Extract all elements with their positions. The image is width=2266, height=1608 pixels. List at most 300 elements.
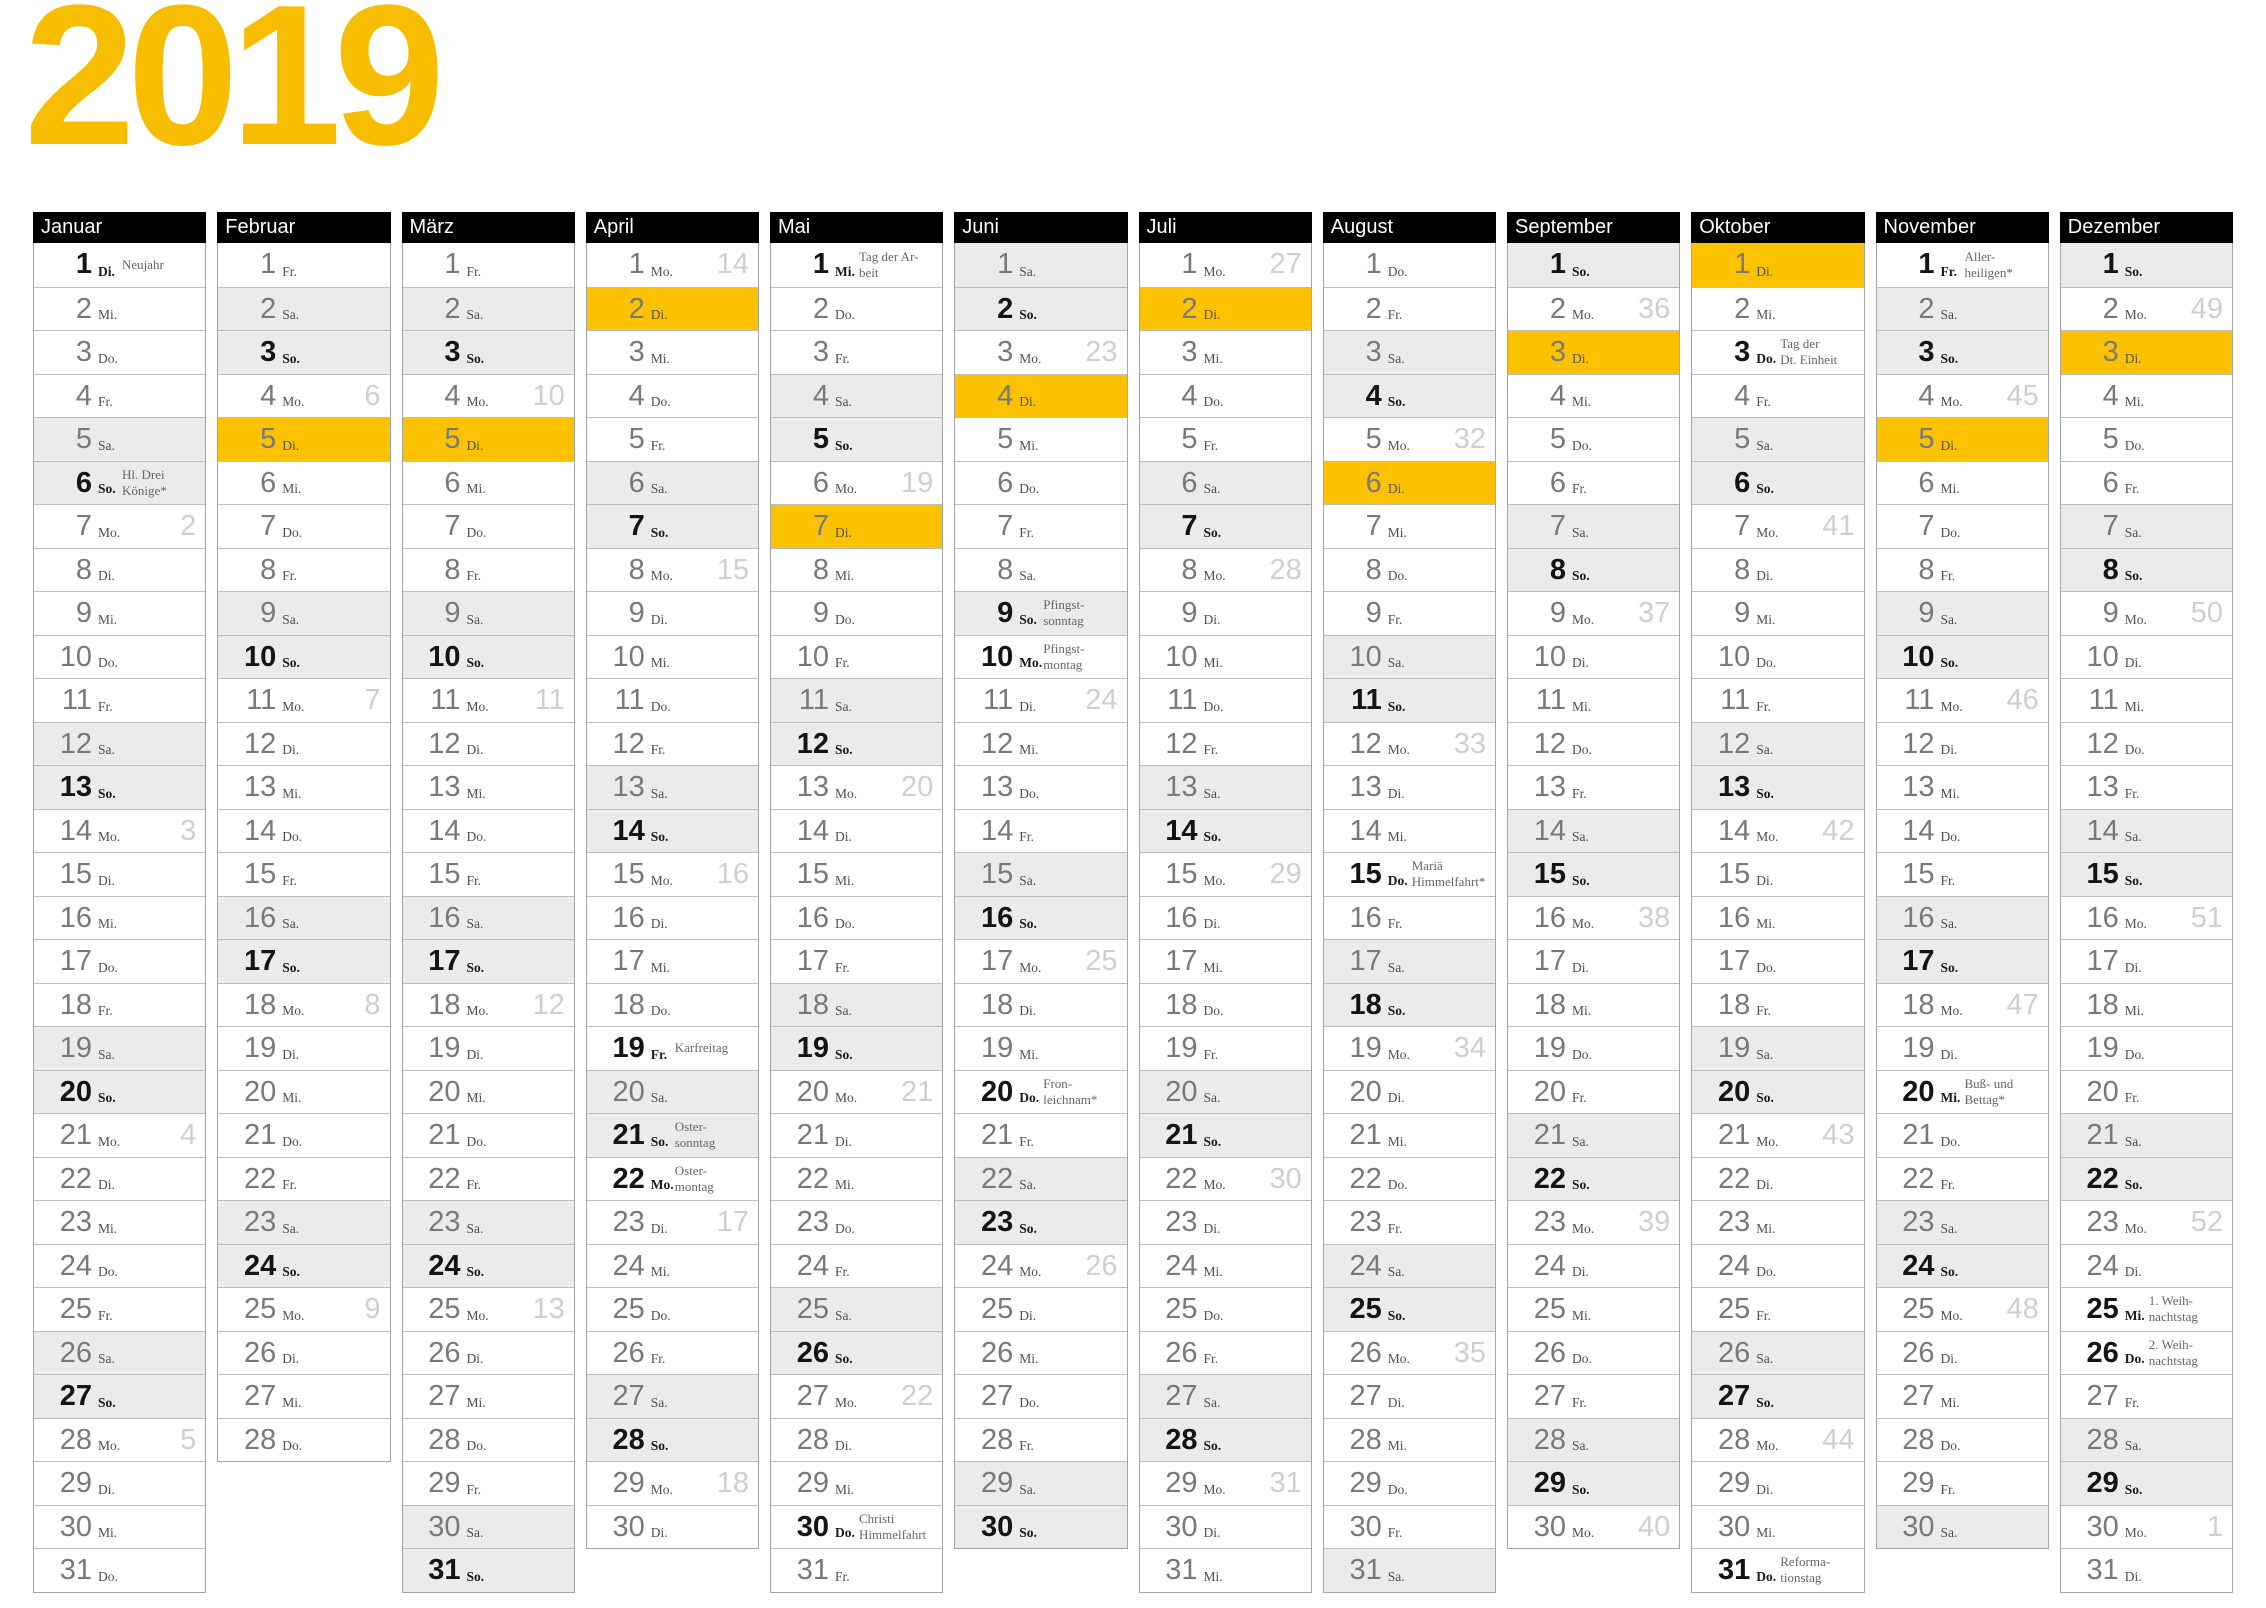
day-number: 1 [628, 248, 645, 280]
day-number: 8 [444, 553, 461, 586]
day-cell [587, 461, 758, 505]
day-number: 1 [260, 248, 277, 280]
weekday-abbrev: Sa. [1387, 655, 1405, 670]
weekday-abbrev: So. [1019, 307, 1037, 322]
day-cell [403, 852, 574, 896]
day-number: 4 [1181, 379, 1198, 412]
day-cell [34, 1113, 205, 1157]
day-number: 8 [1181, 553, 1198, 586]
weekday-abbrev: So. [650, 1133, 669, 1149]
day-cell [771, 722, 942, 766]
day-number: 27 [2086, 1380, 2119, 1412]
weekday-abbrev: Mi. [650, 959, 670, 975]
month-days [1139, 243, 1312, 1593]
weekday-abbrev: So. [2124, 872, 2143, 888]
weekday-abbrev: Sa. [1203, 1090, 1221, 1105]
day-number: 8 [997, 553, 1014, 586]
weekday-abbrev: Di. [835, 524, 852, 540]
day-cell [2061, 722, 2232, 766]
day-number: 17 [2086, 945, 2119, 977]
day-cell [34, 548, 205, 592]
day-cell [2061, 417, 2232, 461]
weekday-abbrev: Mo. [650, 568, 673, 583]
day-number: 5 [1734, 423, 1751, 455]
month-header: Juni [954, 212, 1127, 243]
day-number: 17 [980, 945, 1014, 977]
day-cell [1324, 1287, 1495, 1331]
day-number: 7 [1365, 510, 1382, 542]
day-number: 14 [796, 814, 829, 847]
weekday-abbrev: Mo. [1756, 1438, 1779, 1453]
day-cell [218, 330, 389, 374]
weekday-abbrev: Sa. [650, 785, 668, 801]
day-number: 27 [428, 1380, 461, 1412]
day-number: 30 [59, 1510, 92, 1543]
day-number: 23 [243, 1206, 277, 1238]
day-number: 10 [59, 640, 92, 673]
day-number: 25 [1902, 1293, 1935, 1325]
day-number: 20 [59, 1075, 92, 1108]
day-number: 15 [243, 858, 277, 890]
day-cell [1508, 722, 1679, 766]
day-cell [587, 1070, 758, 1114]
day-number: 18 [1165, 988, 1198, 1021]
weekday-abbrev: Sa. [2124, 1133, 2142, 1149]
month-header: Februar [217, 212, 390, 243]
weekday-abbrev: Di. [1203, 1220, 1221, 1236]
weekday-abbrev: Do. [1940, 829, 1961, 844]
weekday-abbrev: Di. [1940, 1046, 1958, 1062]
day-number: 25 [2086, 1293, 2119, 1325]
weekday-abbrev: Mi. [1756, 1525, 1776, 1540]
day-cell [587, 1505, 758, 1549]
day-cell [1140, 635, 1311, 679]
day-number: 25 [1349, 1293, 1382, 1325]
day-number: 9 [812, 597, 829, 629]
day-cell [1692, 896, 1863, 940]
month-column [1139, 212, 1312, 1593]
day-cell [1877, 765, 2048, 809]
day-number: 31 [1165, 1554, 1198, 1586]
weekday-abbrev: Do. [650, 394, 671, 409]
weekday-abbrev: Do. [835, 611, 855, 627]
weekday-abbrev: Mo. [1019, 655, 1043, 670]
weekday-abbrev: Mo. [1019, 350, 1042, 366]
weekday-abbrev: Do. [466, 524, 487, 540]
day-number: 31 [59, 1554, 92, 1586]
day-cell [771, 417, 942, 461]
day-cell [1692, 417, 1863, 461]
weekday-abbrev: Mo. [98, 1133, 121, 1149]
weekday-abbrev: Fr. [1756, 1003, 1771, 1018]
day-cell [1508, 635, 1679, 679]
day-cell [34, 809, 205, 853]
weekday-abbrev: Do. [1019, 1090, 1040, 1105]
week-number: 28 [1269, 553, 1302, 586]
day-cell [1140, 591, 1311, 635]
week-number: 33 [1453, 727, 1486, 760]
day-cell [955, 1026, 1126, 1070]
month-header: Oktober [1691, 212, 1864, 243]
day-cell [1877, 1070, 2048, 1114]
weekday-abbrev: Do. [98, 655, 118, 670]
day-number: 20 [1349, 1075, 1382, 1108]
day-number: 27 [1349, 1380, 1382, 1412]
weekday-abbrev: Do. [1756, 1264, 1777, 1279]
day-cell [403, 1418, 574, 1462]
day-cell [1692, 1200, 1863, 1244]
weekday-abbrev: So. [1019, 1220, 1037, 1236]
day-number: 6 [444, 466, 461, 499]
day-number: 9 [1549, 597, 1566, 629]
weekday-abbrev: Sa. [1203, 1394, 1221, 1410]
calendar-grid [33, 212, 2233, 1593]
weekday-abbrev: Sa. [1940, 1525, 1958, 1540]
day-number: 13 [1349, 771, 1382, 803]
week-number: 20 [900, 771, 934, 803]
day-cell [1508, 287, 1679, 331]
weekday-abbrev: Sa. [1387, 350, 1405, 366]
day-cell [587, 1374, 758, 1418]
month-column [1323, 212, 1496, 1593]
weekday-abbrev: So. [1940, 1264, 1959, 1279]
day-number: 9 [260, 597, 277, 629]
weekday-abbrev: So. [1019, 1525, 1037, 1540]
day-cell [1140, 765, 1311, 809]
week-number: 19 [900, 466, 934, 499]
week-number: 43 [1822, 1119, 1855, 1151]
day-number: 4 [2102, 379, 2119, 412]
day-number: 5 [75, 423, 92, 455]
weekday-abbrev: Do. [1387, 568, 1408, 583]
weekday-abbrev: Fr. [466, 263, 482, 279]
day-number: 11 [430, 684, 461, 716]
day-cell [34, 330, 205, 374]
weekday-abbrev: Di. [1756, 263, 1774, 279]
day-cell [34, 591, 205, 635]
day-number: 4 [812, 379, 829, 412]
day-cell [587, 548, 758, 592]
day-number: 2 [997, 292, 1014, 325]
week-number: 13 [532, 1293, 565, 1325]
day-cell [1508, 1461, 1679, 1505]
day-number: 17 [1717, 945, 1751, 977]
weekday-abbrev: So. [2124, 568, 2143, 583]
weekday-abbrev: Mi. [1203, 655, 1223, 670]
weekday-abbrev: Mi. [2124, 394, 2144, 409]
day-cell [1508, 1418, 1679, 1462]
weekday-abbrev: Sa. [1756, 1046, 1774, 1062]
weekday-abbrev: Di. [650, 1525, 668, 1540]
weekday-abbrev: So. [466, 655, 485, 670]
weekday-abbrev: Fr. [1387, 916, 1403, 931]
day-number: 13 [1902, 771, 1935, 803]
day-number: 4 [628, 379, 645, 412]
weekday-abbrev: Do. [1019, 1394, 1040, 1410]
day-number: 24 [243, 1249, 277, 1282]
day-cell [1877, 1461, 2048, 1505]
day-number: 14 [1165, 814, 1198, 847]
day-number: 21 [980, 1119, 1014, 1151]
day-number: 2 [444, 292, 461, 325]
day-cell [771, 1113, 942, 1157]
weekday-abbrev: Do. [1387, 1177, 1408, 1192]
day-cell [1692, 504, 1863, 548]
day-cell [955, 722, 1126, 766]
week-number: 22 [900, 1380, 934, 1412]
day-cell [771, 635, 942, 679]
day-cell [587, 1331, 758, 1375]
day-cell [2061, 1200, 2232, 1244]
weekday-abbrev: Di. [466, 1351, 484, 1366]
day-cell [1877, 287, 2048, 331]
weekday-abbrev: Do. [98, 1264, 118, 1279]
weekday-abbrev: Mi. [1572, 1307, 1592, 1323]
day-cell [34, 983, 205, 1027]
day-cell [1508, 374, 1679, 418]
day-cell [1877, 1026, 2048, 1070]
weekday-abbrev: Mo. [1940, 698, 1963, 714]
day-number: 15 [1349, 858, 1382, 890]
day-cell [403, 635, 574, 679]
weekday-abbrev: Mo. [1387, 742, 1410, 757]
day-number: 29 [980, 1467, 1014, 1499]
day-cell [34, 1200, 205, 1244]
day-cell [1324, 1548, 1495, 1592]
weekday-abbrev: Do. [1572, 1351, 1592, 1366]
day-number: 20 [1902, 1075, 1935, 1108]
week-number: 45 [2006, 379, 2039, 412]
day-number: 23 [1349, 1206, 1382, 1238]
day-number: 21 [1717, 1119, 1751, 1151]
day-cell [1324, 330, 1495, 374]
day-cell [1324, 461, 1495, 505]
day-number: 5 [1918, 423, 1935, 455]
weekday-abbrev: Sa. [1019, 263, 1037, 279]
day-number: 30 [1165, 1510, 1198, 1543]
weekday-abbrev: So. [835, 437, 853, 453]
day-number: 7 [444, 510, 461, 542]
day-cell [403, 461, 574, 505]
weekday-abbrev: Di. [98, 1177, 115, 1192]
day-number: 1 [2102, 248, 2119, 280]
day-number: 14 [612, 814, 645, 847]
day-number: 19 [980, 1032, 1014, 1064]
weekday-abbrev: Di. [1572, 959, 1589, 975]
month-column [1507, 212, 1680, 1593]
day-cell [1324, 852, 1495, 896]
weekday-abbrev: So. [1203, 829, 1222, 844]
day-cell [218, 1244, 389, 1288]
weekday-abbrev: Di. [650, 916, 668, 931]
weekday-abbrev: Mi. [1019, 1351, 1039, 1366]
weekday-abbrev: Sa. [1019, 568, 1037, 583]
day-number: 19 [1533, 1032, 1566, 1064]
day-number: 29 [1533, 1467, 1566, 1499]
day-number: 21 [1533, 1119, 1566, 1151]
weekday-abbrev: Fr. [1203, 742, 1219, 757]
day-number: 17 [1902, 945, 1935, 977]
day-cell [218, 678, 389, 722]
day-cell [1140, 1157, 1311, 1201]
day-cell [2061, 548, 2232, 592]
day-cell [587, 939, 758, 983]
day-cell [771, 374, 942, 418]
day-cell [587, 1244, 758, 1288]
weekday-abbrev: Di. [1940, 742, 1958, 757]
day-cell [403, 1374, 574, 1418]
day-number: 29 [59, 1467, 92, 1499]
day-number: 21 [1349, 1119, 1382, 1151]
day-cell [1508, 896, 1679, 940]
weekday-abbrev: Fr. [1019, 524, 1034, 540]
day-cell [771, 1374, 942, 1418]
weekday-abbrev: Mi. [1019, 437, 1039, 453]
holiday-label: 2. Weih- nachtstag [2148, 1336, 2198, 1368]
weekday-abbrev: Do. [650, 698, 671, 714]
day-number: 16 [243, 901, 277, 934]
weekday-abbrev: Mo. [2124, 916, 2147, 931]
day-number: 27 [1717, 1380, 1751, 1412]
holiday-label: Pfingst- montag [1043, 640, 1085, 672]
day-number: 26 [1349, 1336, 1382, 1369]
day-cell [1324, 896, 1495, 940]
weekday-abbrev: Do. [1203, 394, 1224, 409]
day-number: 28 [59, 1423, 92, 1456]
weekday-abbrev: So. [2124, 1177, 2143, 1192]
day-cell [34, 678, 205, 722]
day-number: 28 [2086, 1423, 2119, 1456]
day-cell [403, 809, 574, 853]
day-number: 9 [1181, 597, 1198, 629]
week-number: 37 [1637, 597, 1671, 629]
day-cell [1877, 548, 2048, 592]
day-cell [1140, 417, 1311, 461]
day-number: 19 [1902, 1032, 1935, 1064]
weekday-abbrev: Mo. [2124, 611, 2147, 627]
weekday-abbrev: Fr. [1572, 785, 1587, 801]
day-number: 26 [428, 1336, 461, 1369]
weekday-abbrev: Mo. [1572, 307, 1595, 322]
weekday-abbrev: Fr. [1940, 263, 1957, 279]
day-number: 26 [243, 1336, 277, 1369]
day-cell [1508, 678, 1679, 722]
month-header: Januar [33, 212, 206, 243]
day-number: 13 [796, 771, 829, 803]
day-cell [403, 330, 574, 374]
day-cell [1324, 1331, 1495, 1375]
day-number: 16 [796, 901, 829, 934]
weekday-abbrev: Di. [282, 1046, 300, 1062]
day-cell [218, 983, 389, 1027]
day-number: 12 [1902, 727, 1935, 760]
weekday-abbrev: Mo. [466, 698, 489, 714]
day-cell [1324, 983, 1495, 1027]
weekday-abbrev: So. [835, 1046, 853, 1062]
weekday-abbrev: Mo. [1756, 524, 1779, 540]
month-column [954, 212, 1127, 1593]
day-cell [1324, 287, 1495, 331]
day-cell [1877, 1113, 2048, 1157]
day-cell [1508, 1505, 1679, 1549]
month-header: November [1876, 212, 2049, 243]
week-number: 18 [716, 1467, 749, 1499]
weekday-abbrev: Do. [1019, 481, 1040, 496]
weekday-abbrev: Fr. [1387, 1525, 1403, 1540]
day-number: 15 [612, 858, 645, 890]
weekday-abbrev: Fr. [835, 1568, 850, 1584]
day-cell [955, 678, 1126, 722]
weekday-abbrev: Fr. [1572, 1394, 1587, 1410]
day-number: 25 [243, 1293, 277, 1325]
weekday-abbrev: Di. [1387, 1394, 1405, 1410]
day-number: 17 [796, 945, 829, 977]
day-cell [1508, 1157, 1679, 1201]
day-number: 28 [1533, 1423, 1566, 1456]
day-number: 18 [1902, 988, 1935, 1021]
weekday-abbrev: Sa. [835, 1307, 852, 1323]
weekday-abbrev: Sa. [98, 1351, 115, 1366]
day-cell [34, 1244, 205, 1288]
weekday-abbrev: Do. [650, 1307, 671, 1323]
day-number: 28 [796, 1423, 829, 1456]
day-number: 30 [428, 1510, 461, 1543]
weekday-abbrev: Fr. [1387, 611, 1403, 627]
day-cell [1692, 1418, 1863, 1462]
day-number: 22 [59, 1162, 92, 1195]
day-number: 8 [2102, 553, 2119, 586]
weekday-abbrev: Mi. [1387, 524, 1407, 540]
day-number: 12 [612, 727, 645, 760]
day-cell [1508, 983, 1679, 1027]
week-number: 46 [2006, 684, 2039, 716]
weekday-abbrev: Fr. [1756, 394, 1771, 409]
week-number: 34 [1453, 1032, 1486, 1064]
week-number: 39 [1637, 1206, 1671, 1238]
weekday-abbrev: Do. [1756, 959, 1777, 975]
day-cell [1508, 243, 1679, 287]
weekday-abbrev: Fr. [1572, 1090, 1587, 1105]
day-cell [1877, 939, 2048, 983]
day-cell [1508, 591, 1679, 635]
day-cell [218, 417, 389, 461]
day-cell [771, 939, 942, 983]
week-number: 2 [180, 510, 197, 542]
month-days [2060, 243, 2233, 1593]
weekday-abbrev: Do. [835, 307, 855, 322]
day-number: 15 [1902, 858, 1935, 890]
day-cell [34, 1331, 205, 1375]
day-cell [955, 852, 1126, 896]
holiday-label: Christi Himmelfahrt [859, 1510, 927, 1542]
day-cell [218, 809, 389, 853]
day-cell [218, 1113, 389, 1157]
day-cell [2061, 591, 2232, 635]
day-number: 22 [1349, 1162, 1382, 1195]
day-cell [1692, 983, 1863, 1027]
day-number: 2 [1181, 292, 1198, 325]
day-cell [955, 1461, 1126, 1505]
weekday-abbrev: So. [2124, 1481, 2143, 1497]
day-cell [1877, 635, 2048, 679]
weekday-abbrev: So. [1756, 1090, 1774, 1105]
day-cell [2061, 287, 2232, 331]
month-days [1507, 243, 1680, 1549]
weekday-abbrev: Fr. [466, 872, 482, 888]
day-cell [1324, 765, 1495, 809]
day-cell [218, 722, 389, 766]
day-cell [1877, 896, 2048, 940]
